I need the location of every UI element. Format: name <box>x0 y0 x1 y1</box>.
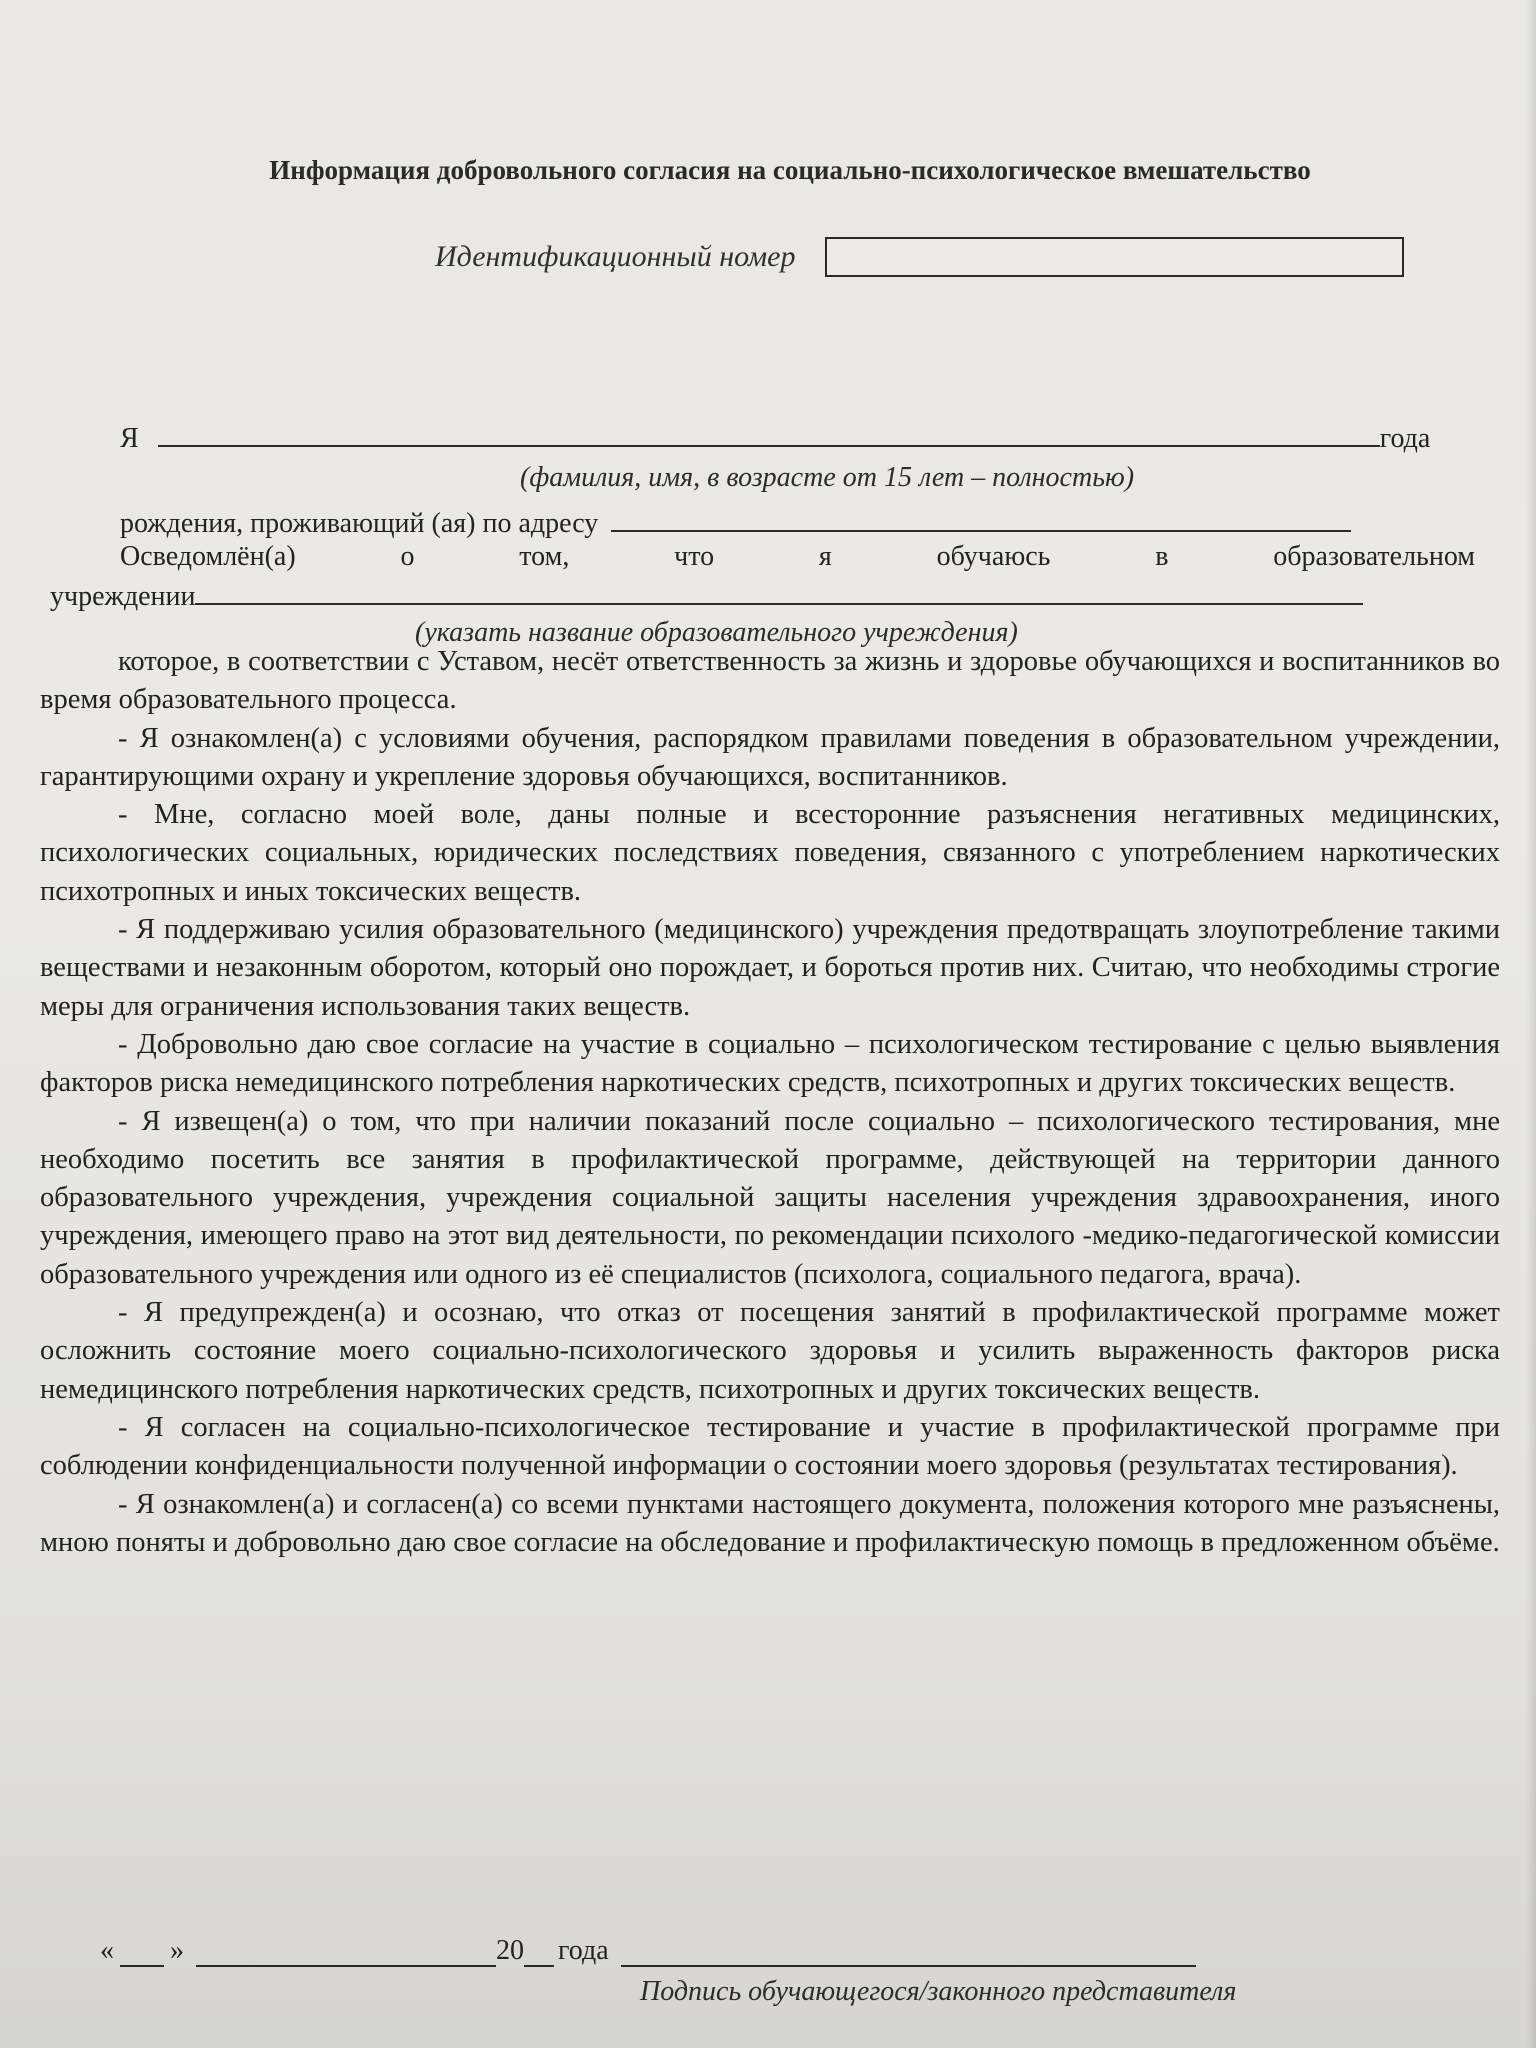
document-title: Информация добровольного согласия на социально-психологическое вмешательство <box>269 155 1311 185</box>
informed-word: образовательном <box>1273 541 1475 572</box>
informed-word: Осведомлён(а) <box>120 541 296 572</box>
month-field[interactable] <box>196 1941 496 1967</box>
consent-paragraph: - Мне, согласно моей воле, даны полные и всесторонние разъяснения негативных медицинских, психологических социальных, юридических последствиях поведения, связанного с употреблением наркотических психотропных и иных токсических веществ. <box>40 799 1500 907</box>
informed-line <box>120 538 1475 575</box>
quote-close: » <box>170 1935 184 1966</box>
address-field[interactable] <box>611 506 1351 532</box>
consent-paragraph: - Я поддерживаю усилия образовательного (медицинского) учреждения предотвращать злоупотребление такими веществами и незаконным оборотом, который оно порождает, и бороться против них. Считаю, что необходимы строгие меры для ограничения использования таких веществ. <box>40 914 1500 1022</box>
informed-word: я <box>818 541 832 572</box>
year-suffix: года <box>558 1935 609 1966</box>
signature-caption: Подпись обучающегося/законного представителя <box>640 1976 1237 2007</box>
consent-paragraph: - Я предупрежден(а) и осознаю, что отказ от посещения занятий в профилактической программе может осложнить состояние моего социально-психологического здоровья и усилить выраженность факторов риска немедицинского потребления наркотических средств, психотропных и других токсических веществ. <box>40 1297 1500 1405</box>
signature-row <box>100 1935 1196 1967</box>
signature-field[interactable] <box>621 1941 1196 1967</box>
ya-label: Я <box>120 423 139 454</box>
year-prefix: 20 <box>496 1935 524 1966</box>
quote-open: « <box>100 1935 114 1966</box>
informed-word: том, <box>519 541 570 572</box>
institution-line <box>50 578 1363 615</box>
full-name-field[interactable] <box>158 421 1380 447</box>
id-number-row <box>435 232 1404 282</box>
institution-field[interactable] <box>195 579 1363 605</box>
consent-paragraph: которое, в соответствии с Уставом, несёт ответственность за жизнь и здоровье обучающихся и воспитанников во время образовательного процесса. <box>40 646 1500 716</box>
consent-paragraph: - Я ознакомлен(а) с условиями обучения, распорядком правилами поведения в образовательном учреждении, гарантирующими охрану и укрепление здоровья обучающихся, воспитанников. <box>40 722 1500 792</box>
informed-word: обучаюсь <box>936 541 1051 572</box>
consent-body <box>40 643 1500 1562</box>
address-label: рождения, проживающий (ая) по адресу <box>120 508 599 539</box>
id-number-label: Идентификационный номер <box>435 240 796 273</box>
consent-paragraph: - Я согласен на социально-психологическое тестирование и участие в профилактической программе при соблюдении конфиденциальности полученной информации о состоянии моего здоровья (результатах тестирования). <box>40 1411 1500 1482</box>
consent-paragraph: - Добровольно даю свое согласие на участие в социально – психологическом тестирование с целью выявления факторов риска немедицинского потребления наркотических средств, психотропных и других токсических веществ. <box>40 1028 1500 1099</box>
consent-paragraph: - Я ознакомлен(а) и согласен(а) со всеми пунктами настоящего документа, положения которого мне разъяснены, мною поняты и добровольно даю свое согласие на обследование и профилактическую помощь в предложенном объёме. <box>40 1488 1500 1558</box>
consent-paragraph: - Я извещен(а) о том, что при наличии показаний после социально – психологического тестирования, мне необходимо посетить все занятия в профилактической программе, действующей на территории данного образовательного учреждения, учреждения социальной защиты населения учреждения здравоохранения, иного учреждения, имеющего право на этот вид деятельности, по рекомендации психолого -медико-педагогической комиссии образовательного учреждения или одного из её специалистов (психолога, социального педагога, врача). <box>40 1105 1500 1290</box>
informed-word: о <box>400 541 415 572</box>
id-number-field[interactable] <box>825 237 1404 277</box>
day-field[interactable] <box>120 1941 164 1967</box>
informed-word: в <box>1155 541 1169 572</box>
institution-caption: (указать название образовательного учреждения) <box>415 617 1018 648</box>
name-line <box>120 420 1430 457</box>
page-shadow-edge <box>1526 0 1536 2048</box>
year-of-birth-label: года <box>1379 423 1431 454</box>
institution-label: учреждении <box>50 581 196 612</box>
year-field[interactable] <box>524 1941 554 1967</box>
address-line <box>120 505 1351 542</box>
informed-word: что <box>674 541 715 572</box>
name-caption: (фамилия, имя, в возрасте от 15 лет – полностью) <box>520 462 1135 493</box>
